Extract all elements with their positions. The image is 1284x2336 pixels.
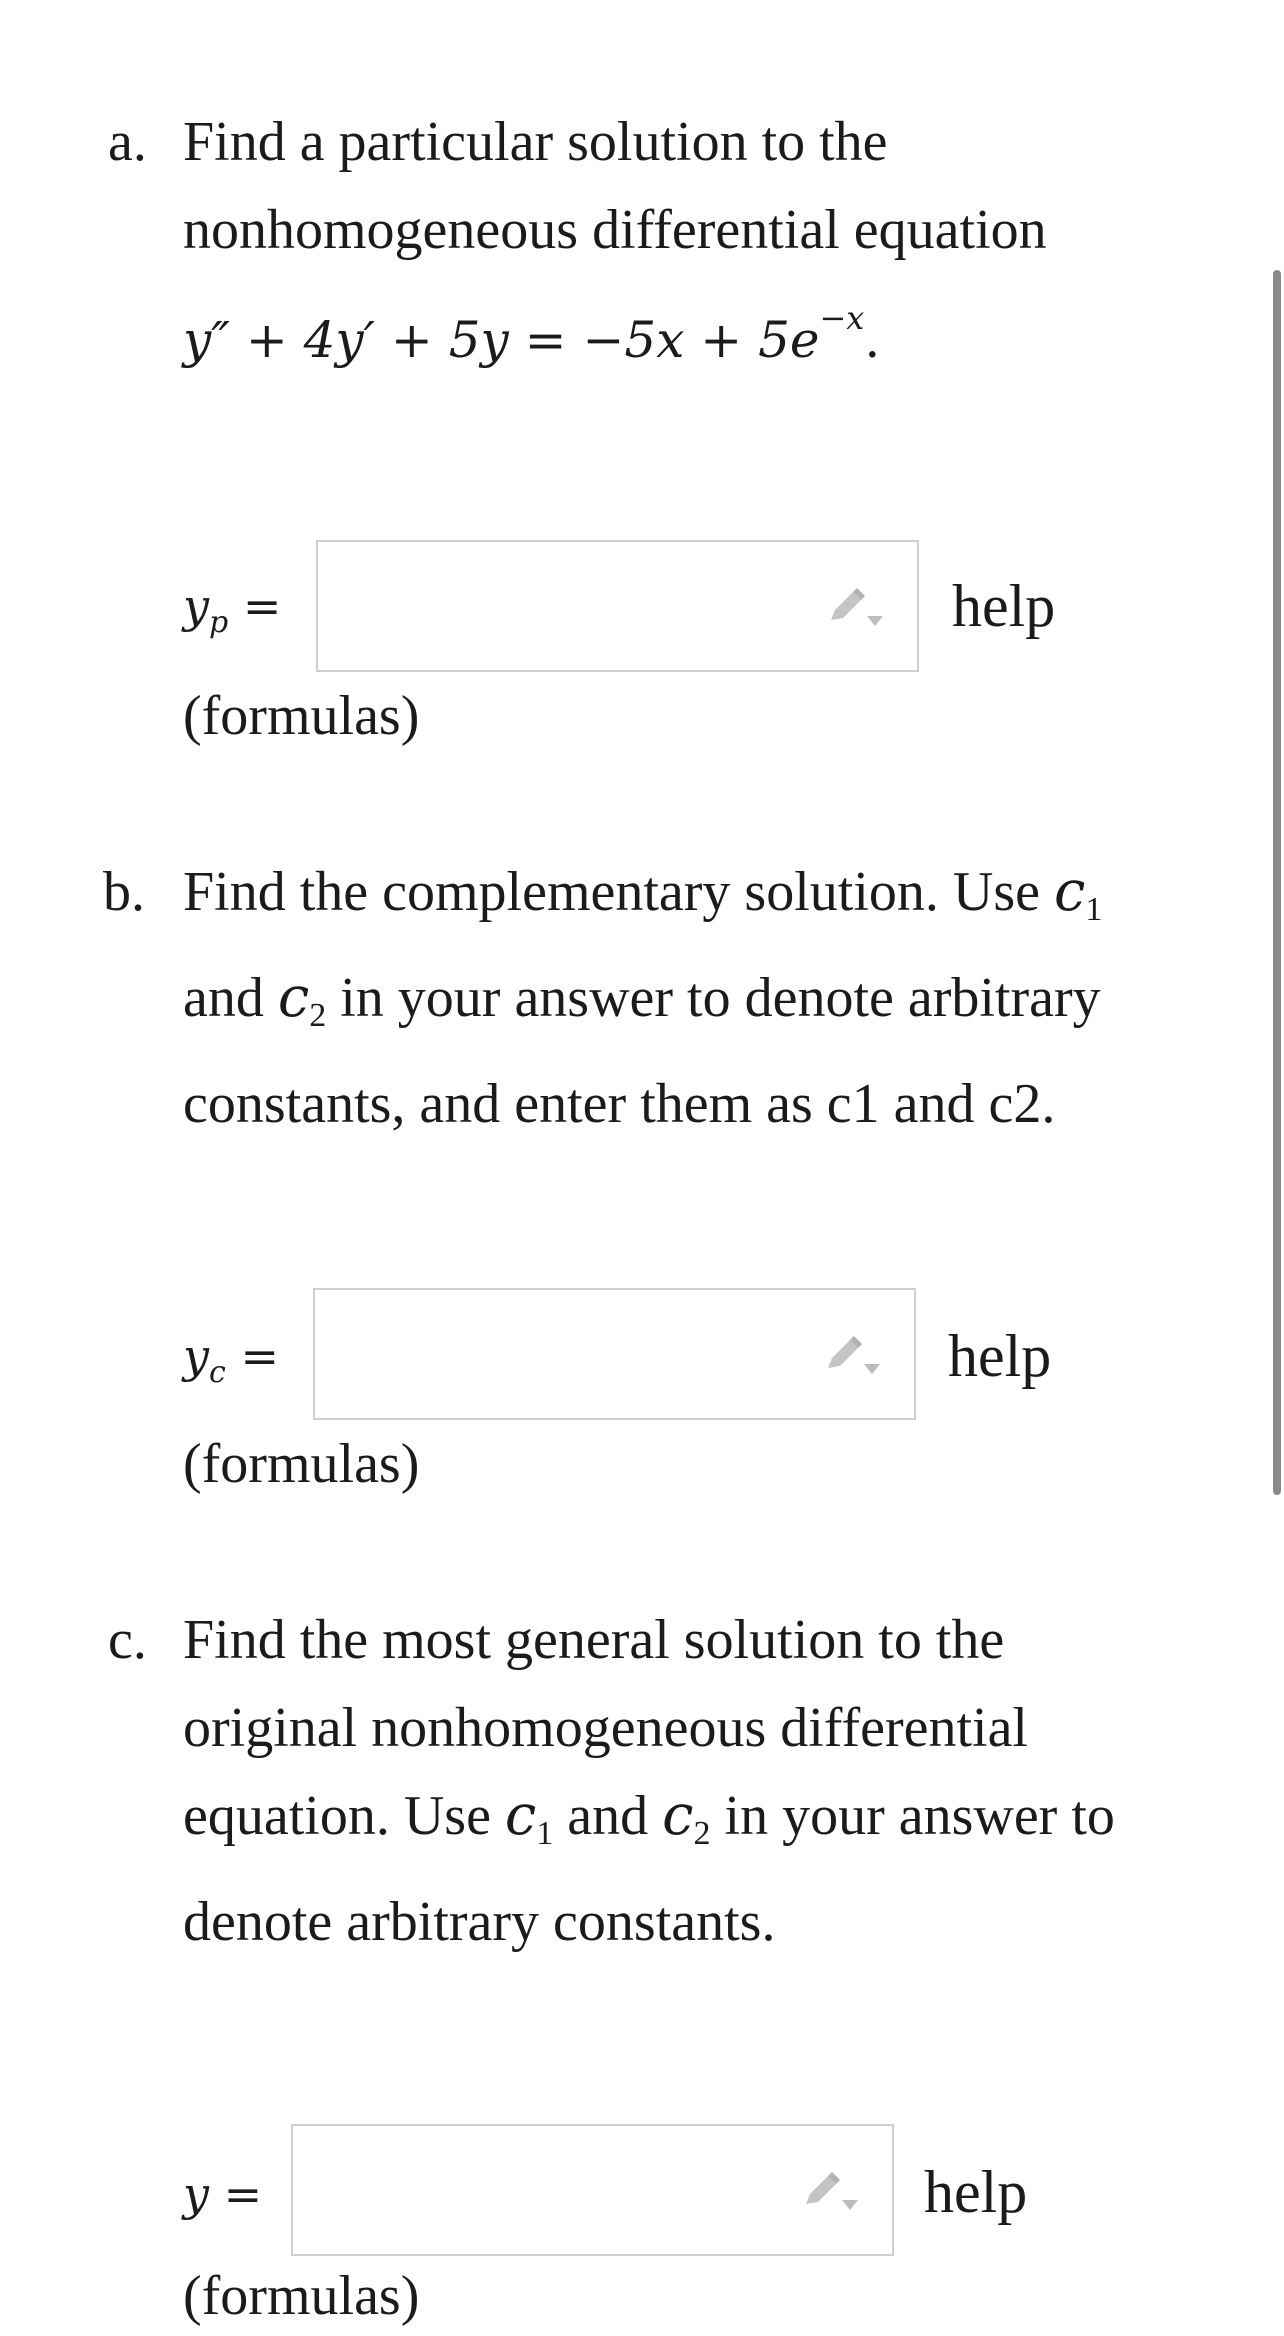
y-equals: = xyxy=(223,2167,263,2221)
formulas-link[interactable]: (formulas) xyxy=(183,1433,420,1495)
yp-sub: p xyxy=(209,605,229,640)
part-b-letter: b. xyxy=(103,861,145,923)
help-link[interactable]: help xyxy=(952,573,1056,639)
vertical-scrollbar[interactable] xyxy=(1273,270,1281,1495)
and-word: and xyxy=(183,967,264,1029)
c2-var: c xyxy=(662,1783,694,1848)
pencil-dropdown-icon[interactable] xyxy=(820,1334,884,1378)
yp-label xyxy=(183,576,281,653)
part-a-question xyxy=(183,98,1143,384)
part-a-equation xyxy=(183,274,1143,384)
equation-period: . xyxy=(864,311,881,369)
formulas-link[interactable]: (formulas) xyxy=(183,685,420,747)
part-c-text-2: in your answer to denote arbitrary constants. xyxy=(183,1785,1115,1953)
yc-label xyxy=(183,1326,279,1403)
equation-lhs: y″ + 4y′ + 5y xyxy=(183,311,509,369)
part-b-text-2: in your answer to denote arbitrary constants, and enter them as c1 and c2. xyxy=(183,967,1101,1135)
part-c-text-1: Find the most general solution to the original nonhomogeneous differential equation. Use xyxy=(183,1609,1028,1847)
and-word: and xyxy=(567,1785,649,1847)
equation-rhs: −5x + 5e xyxy=(582,311,820,369)
help-link[interactable]: help xyxy=(948,1323,1052,1389)
yc-input[interactable] xyxy=(313,1288,916,1420)
yc-equals: = xyxy=(240,1329,279,1383)
y-label xyxy=(183,2164,262,2224)
c2-var: c xyxy=(277,965,310,1030)
c2-sub: 2 xyxy=(309,997,327,1034)
yc-sub: c xyxy=(209,1355,226,1390)
part-b-question xyxy=(183,848,1143,1148)
c1-var: c xyxy=(1053,859,1086,924)
c1-var: c xyxy=(504,1783,537,1848)
y-input[interactable] xyxy=(291,2124,894,2256)
equation-equals: = xyxy=(524,311,567,369)
yp-input[interactable] xyxy=(316,540,919,672)
part-a-text: Find a particular solution to the nonhomogeneous differential equation xyxy=(183,111,1047,261)
yp-var: y xyxy=(183,579,209,633)
part-a-letter: a. xyxy=(108,111,147,173)
part-c-letter: c. xyxy=(108,1609,147,1671)
equation-exponent: −x xyxy=(819,299,865,337)
part-c-question xyxy=(183,1596,1143,1966)
c1-sub: 1 xyxy=(1085,891,1103,928)
pencil-dropdown-icon[interactable] xyxy=(798,2170,862,2214)
yc-var: y xyxy=(183,1329,209,1383)
yp-equals: = xyxy=(242,579,282,633)
part-b-text-1: Find the complementary solution. Use xyxy=(183,861,1040,923)
y-var: y xyxy=(183,2167,209,2221)
c2-sub: 2 xyxy=(693,1815,711,1852)
formulas-link[interactable]: (formulas) xyxy=(183,2265,420,2327)
c1-sub: 1 xyxy=(536,1815,554,1852)
pencil-dropdown-icon[interactable] xyxy=(823,586,887,630)
help-link[interactable]: help xyxy=(924,2159,1028,2225)
